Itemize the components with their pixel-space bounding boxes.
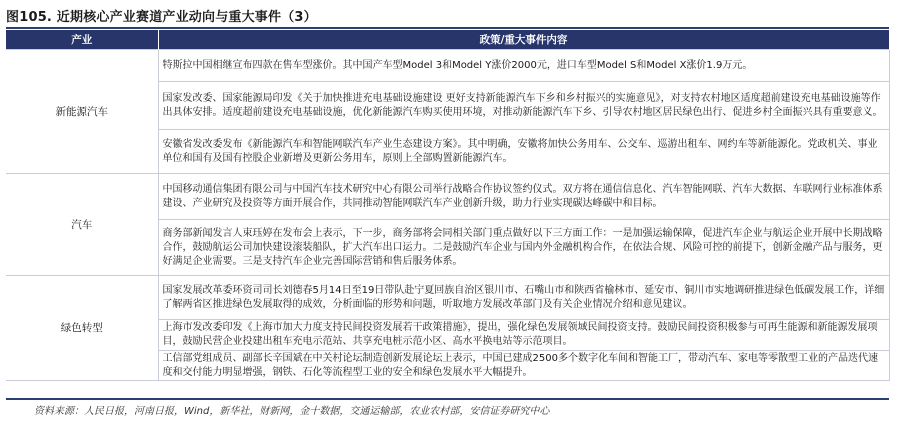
bottom-rule (6, 398, 889, 400)
header-industry: 产业 (6, 30, 158, 50)
table-row (6, 276, 889, 320)
header-content: 政策/重大事件内容 (158, 30, 889, 50)
policy-events-table (6, 30, 890, 381)
category-green-transition: 绿色转型 (6, 276, 158, 381)
table-header-row (6, 30, 889, 50)
event-text: 特斯拉中国相继宣布四款在售车型涨价。其中国产车型Model 3和Model Y涨价2000元，进口车型Model S和Model X涨价1.9万元。 (158, 50, 889, 82)
event-text: 上海市发改委印发《上海市加大力度支持民间投资发展若干政策措施》，提出，强化绿色发展领域民间投资支持。鼓励民间投资积极参与可再生能源和新能源发展项目，鼓励民营企业投建出租车充电示范站、共享充电桩示范小区、高水平换电站等示范项目。 (158, 320, 889, 351)
category-new-energy-vehicles: 新能源汽车 (6, 50, 158, 174)
source-note: 资料来源：人民日报，河南日报，Wind，新华社，财新网，金十数据，交通运输部，农业农村部，安信证券研究中心 (34, 406, 550, 417)
event-text: 商务部新闻发言人束珏婷在发布会上表示，下一步，商务部将会同相关部门重点做好以下三方面工作：一是加强运输保障，促进汽车企业与航运企业开展中长期战略合作，鼓励航运公司加快建设滚装船队，扩大汽车出口运力。二是鼓励汽车企业与国内外金融机构合作，在依法合规、风险可控的前提下，创新金融产品与服务，更好满足企业需要。三是支持汽车企业完善国际营销和售后服务体系。 (158, 220, 889, 276)
table-row (6, 174, 889, 220)
event-text: 国家发展改革委环资司司长刘德春5月14日至19日带队赴宁夏回族自治区银川市、石嘴山市和陕西省榆林市、延安市、铜川市实地调研推进绿色低碳发展工作，详细了解两省区推进绿色发展取得的成效，分析面临的形势和问题，听取地方发展改革部门及有关企业情况介绍和意见建议。 (158, 276, 889, 320)
event-text: 工信部党组成员、副部长辛国斌在中关村论坛制造创新发展论坛上表示，中国已建成2500多个数字化车间和智能工厂，带动汽车、家电等零散型工业的产品迭代速度和交付能力明显增强，钢铁、石化等流程型工业的安全和绿色发展水平大幅提升。 (158, 351, 889, 381)
category-automobile: 汽车 (6, 174, 158, 276)
table-row (6, 50, 889, 82)
event-text: 安徽省发改委发布《新能源汽车和智能网联汽车产业生态建设方案》。其中明确，安徽将加快公务用车、公交车、巡游出租车、网约车等新能源化。党政机关、事业单位和国有及国有控股企业新增及更新公务用车，原则上全部购置新能源汽车。 (158, 130, 889, 174)
event-text: 国家发改委、国家能源局印发《关于加快推进充电基础设施建设 更好支持新能源汽车下乡和乡村振兴的实施意见》，对支持农村地区适度超前建设充电基础设施等作出具体安排。适度超前建设充电基础设施，优化新能源汽车购买使用环境，对推动新能源汽车下乡、引导农村地区居民绿色出行、促进乡村全面振兴具有重要意义。 (158, 82, 889, 130)
event-text: 中国移动通信集团有限公司与中国汽车技术研究中心有限公司举行战略合作协议签约仪式。双方将在通信信息化、汽车智能网联、汽车大数据、车联网行业标准体系建设、产业研究及投资等方面开展合作，共同推动智能网联汽车产业创新升级，助力行业实现碳达峰碳中和目标。 (158, 174, 889, 220)
top-rule (6, 27, 889, 29)
figure-title: 图105. 近期核心产业赛道产业动向与重大事件（3） (6, 10, 317, 25)
